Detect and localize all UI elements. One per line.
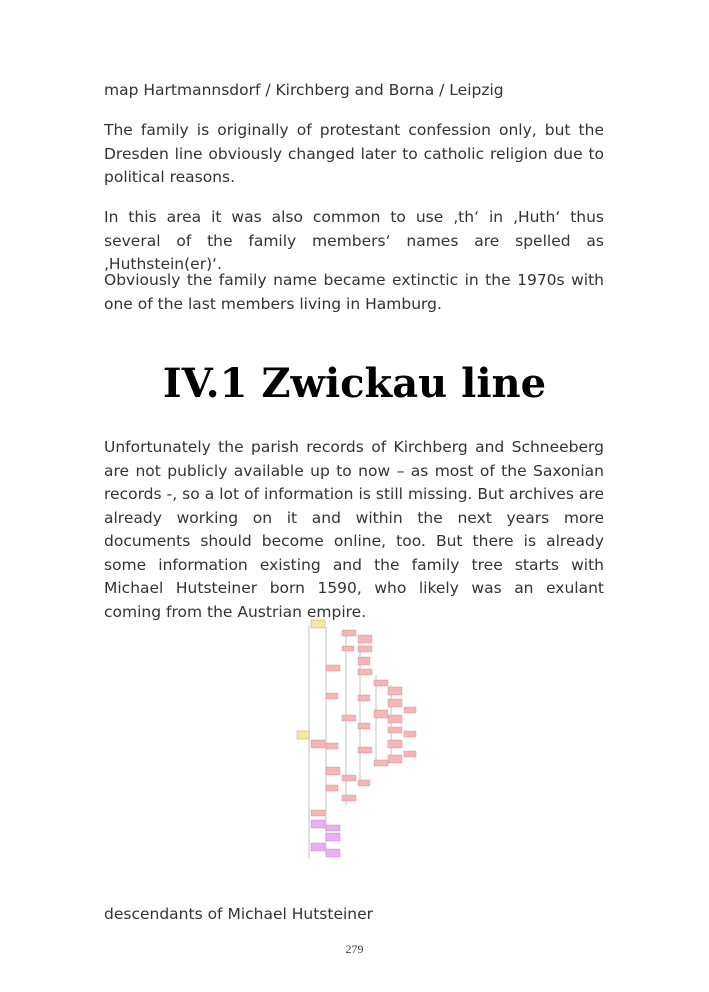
map-caption: map Hartmannsdorf / Kirchberg and Borna / Leipzig <box>104 81 504 99</box>
paragraph-confession: The family is originally of protestant confession only, but the Dresden line obviously changed later to catholic religion due to political reasons. <box>104 121 604 186</box>
paragraph-extinction: Obviously the family name became extinctic in the 1970s with one of the last members living in Hamburg. <box>104 271 604 313</box>
page-number: 279 <box>345 942 364 956</box>
paragraph-spelling: In this area it was also common to use ‚th‘ in ‚Huth‘ thus several of the family members‘ names are spelled as ‚Huthstein(er)‘. <box>104 208 604 273</box>
section-heading: IV.1 Zwickau line <box>162 360 547 407</box>
figure-caption: descendants of Michael Hutsteiner <box>104 905 374 923</box>
family-tree-figure <box>296 615 418 863</box>
paragraph-parish-records: Unfortunately the parish records of Kirchberg and Schneeberg are not publicly available up to now – as most of the Saxonian records -, so a lot of information is still missing. But archives are already working on it and within the next years more documents should become online, too. But there is already some information existing and the family tree starts with Michael Hutsteiner born 1590, who likely was an exulant coming from the Austrian empire. <box>104 438 604 621</box>
